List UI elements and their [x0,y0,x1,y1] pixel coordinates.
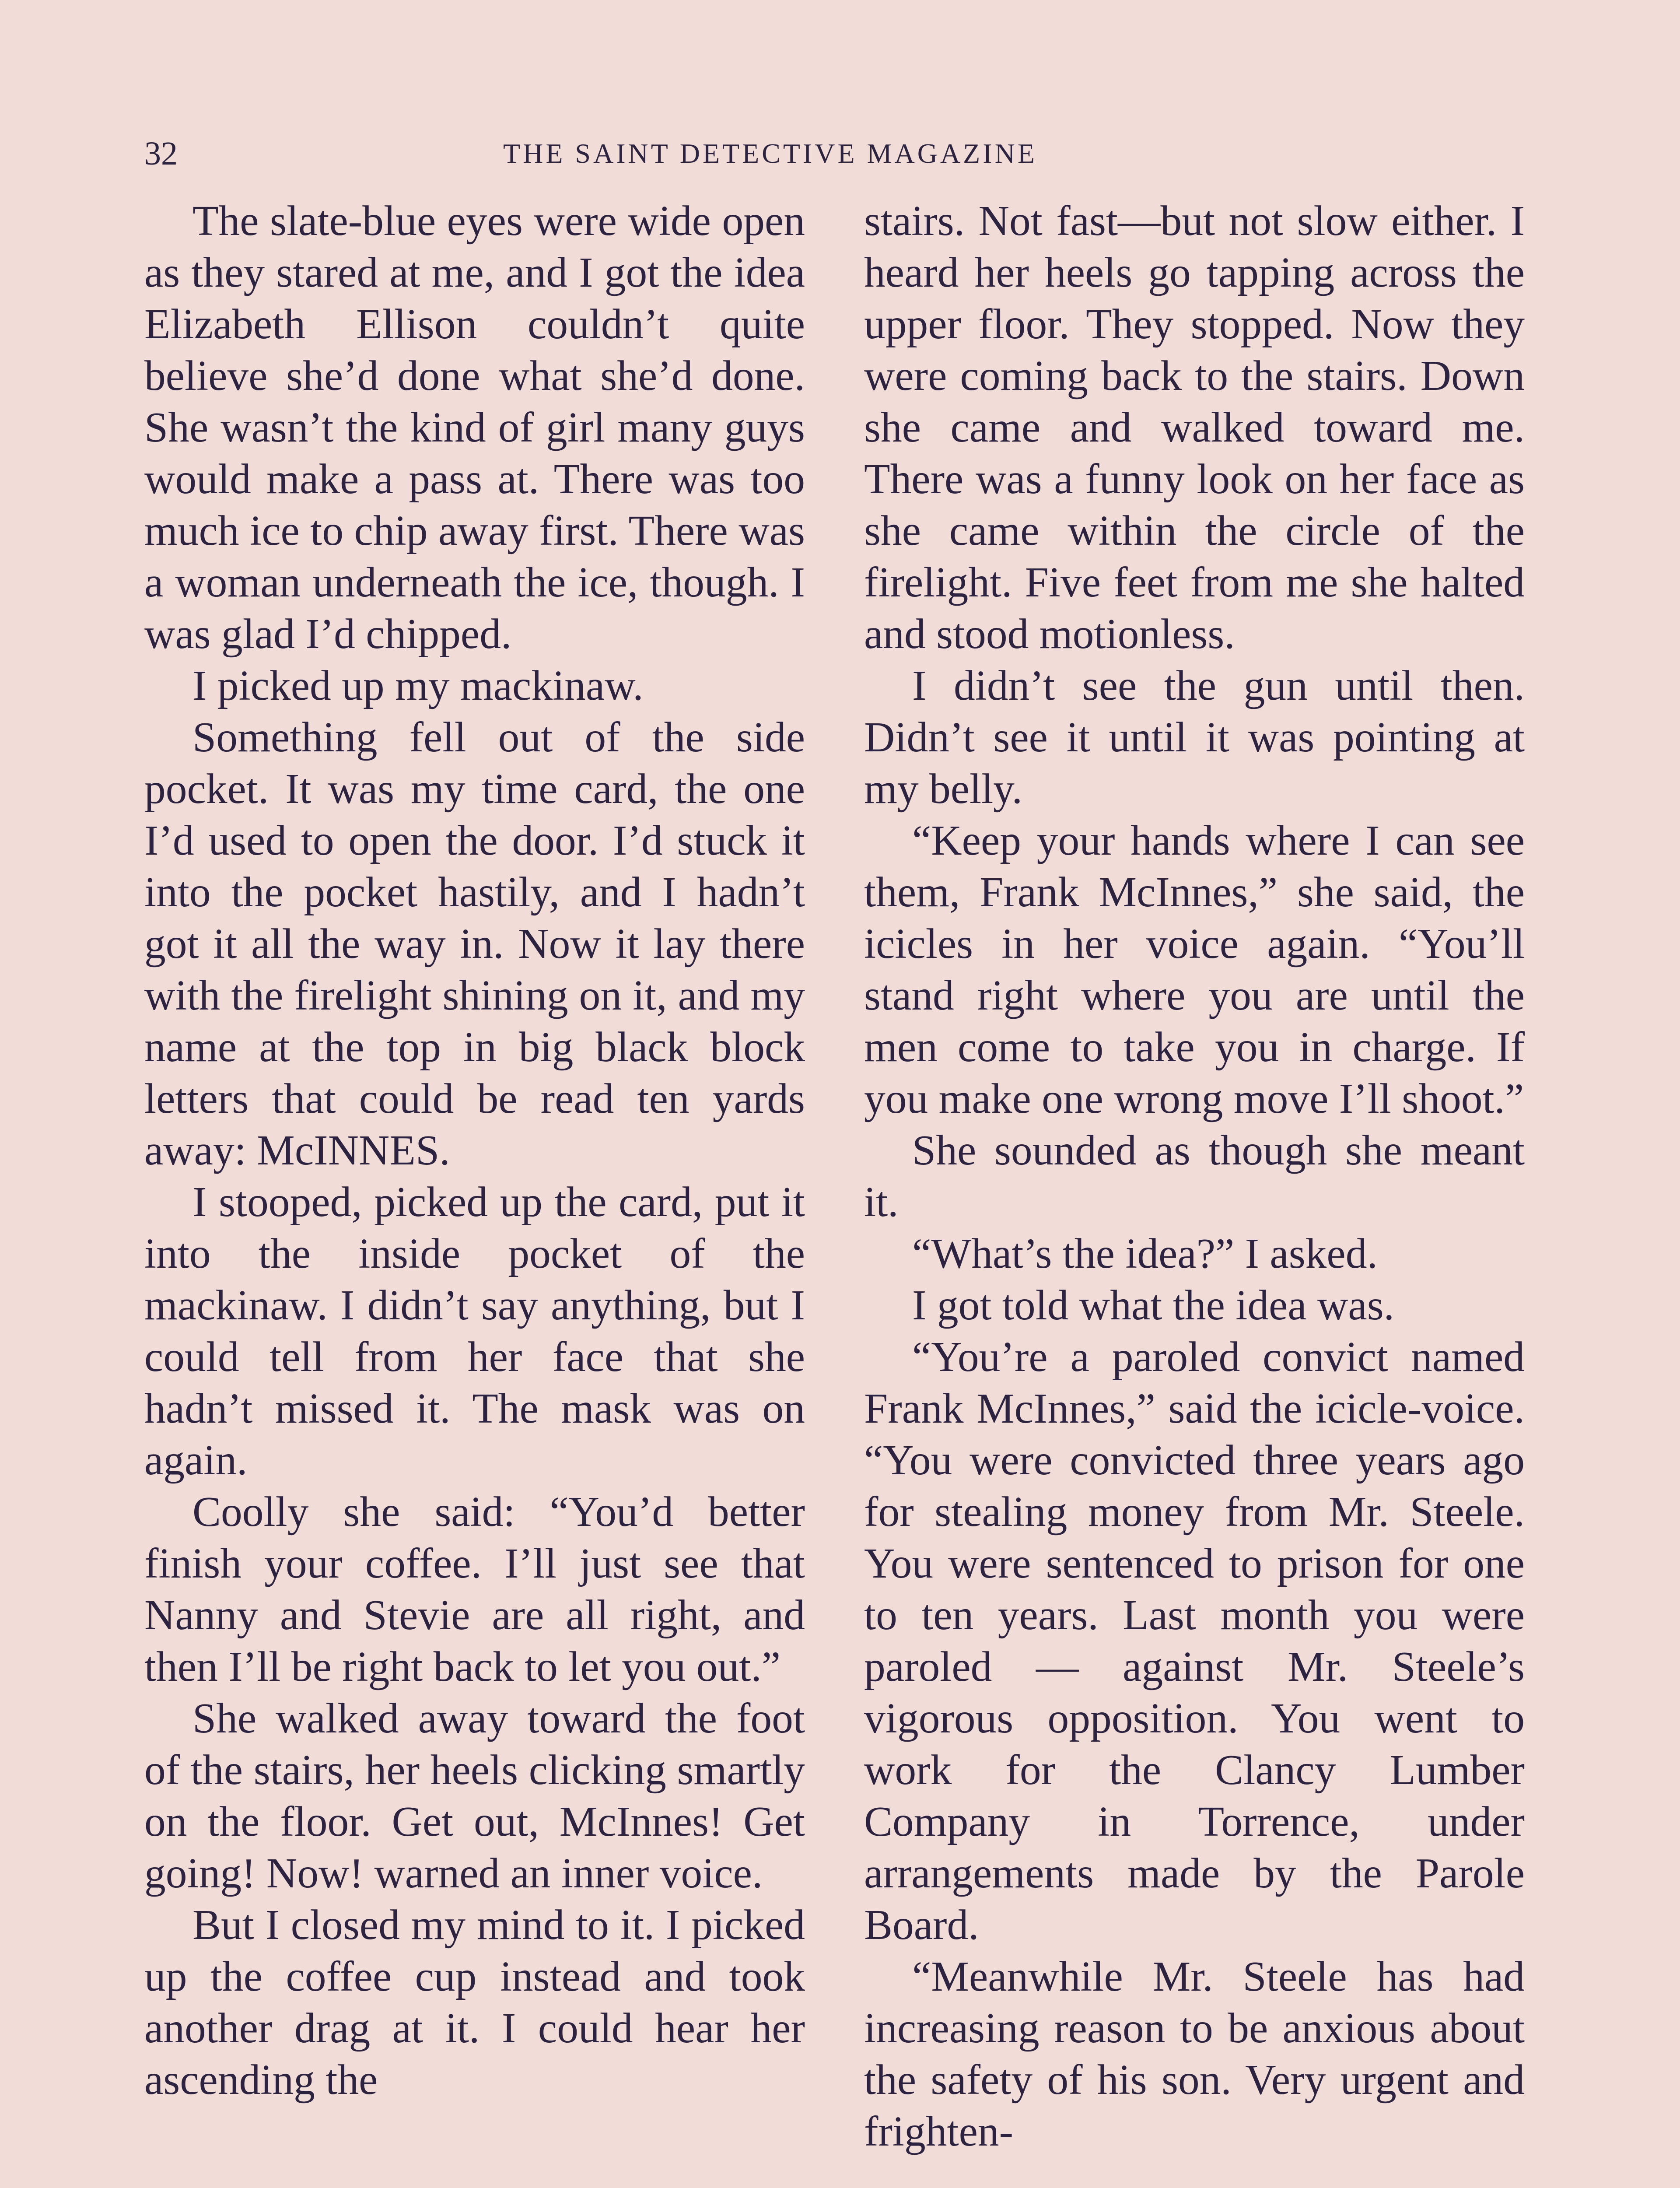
left-column [144,195,805,2106]
paragraph: She walked away toward the foot of the stairs, her heels clicking smartly on the floor. Get out, McInnes! Get going! Now! warned an inner voice. [144,1695,805,1897]
paragraph: Something fell out of the side pocket. It was my time card, the one I’d used to open the door. I’d stuck it into the pocket hastily, and I hadn’t got it all the way in. Now it lay there with the firelight shining on it, and my name at the top in big black block letters that could be read ten yards away: McINNES. [144,714,805,1174]
paragraph: I stooped, picked up the card, put it into the inside pocket of the mackinaw. I didn’t say anything, but I could tell from her face that she hadn’t missed it. The mask was on again. [144,1178,805,1484]
paragraph: I got told what the idea was. [912,1282,1395,1329]
paragraph: “Meanwhile Mr. Steele has had increasing reason to be anxious about the safety of his son. Very urgent and frighten- [864,1953,1525,2155]
paragraph: But I closed my mind to it. I picked up the coffee cup instead and took another drag at it. I could hear her ascending the [144,1901,805,2104]
paragraph: Coolly she said: “You’d better finish your coffee. I’ll just see that Nanny and Stevie are all right, and then I’ll be right back to let you out.” [144,1488,805,1690]
paragraph-continued: stairs. Not fast—but not slow either. I heard her heels go tapping across the upper floor. They stopped. Now they were coming back to the stairs. Down she came and walked toward me. There was a funny look on her face as she came within the circle of the firelight. Five feet from me she halted and stood motionless. [864,197,1525,658]
paragraph: The slate-blue eyes were wide open as they stared at me, and I got the idea Elizabeth Ellison couldn’t quite believe she’d done what she’d done. She wasn’t the kind of girl many guys would make a pass at. There was too much ice to chip away first. There was a woman underneath the ice, though. I was glad I’d chipped. [144,197,805,658]
paragraph: “What’s the idea?” I asked. [912,1230,1378,1277]
page-header [0,130,1680,178]
paragraph: She sounded as though she meant it. [864,1127,1525,1226]
paragraph: “You’re a paroled convict named Frank McInnes,” said the icicle-voice. “You were convicted three years ago for stealing money from Mr. Steele. You were sentenced to prison for one to ten years. Last month you were paroled — against Mr. Steele’s vigorous opposition. You went to work for the Clancy Lumber Company in Torrence, under arrangements made by the Parole Board. [864,1333,1525,1949]
paragraph: I picked up my mackinaw. [192,662,644,709]
page-number: 32 [144,135,178,172]
right-column [864,195,1525,2157]
running-title: THE SAINT DETECTIVE MAGAZINE [503,138,1037,169]
paragraph: “Keep your hands where I can see them, Frank McInnes,” she said, the icicles in her voice again. “You’ll stand right where you are until the men come to take you in charge. If you make one wrong move I’ll shoot.” [864,817,1525,1122]
paragraph: I didn’t see the gun until then. Didn’t see it until it was pointing at my belly. [864,662,1525,813]
